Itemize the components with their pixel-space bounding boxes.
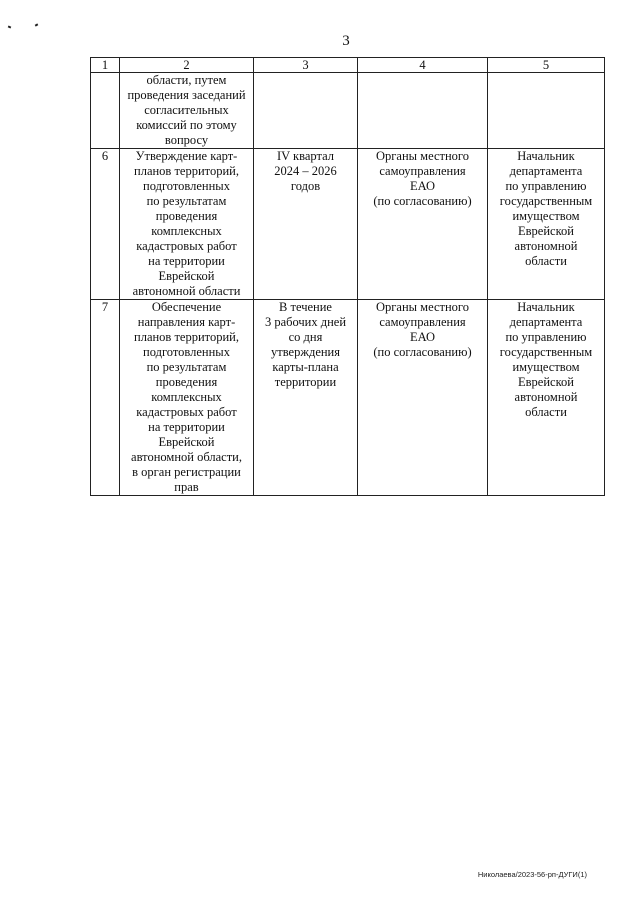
cell-line: комплексных [151, 390, 222, 404]
cell-line: Начальник [517, 300, 575, 314]
table-header-row [91, 58, 605, 73]
executor-cell [358, 300, 488, 496]
cell-line: департамента [509, 164, 583, 178]
header-cell: 2 [120, 58, 254, 73]
cell-line: направления карт- [137, 315, 236, 329]
event-cell [120, 73, 254, 149]
deadline-cell [254, 300, 358, 496]
cell-line: проведения [155, 375, 218, 389]
responsible-cell [488, 73, 605, 149]
cell-line: проведения заседаний [127, 88, 246, 102]
cell-line: автономной [514, 390, 578, 404]
cell-line: 3 рабочих дней [264, 315, 347, 329]
deadline-cell [254, 149, 358, 300]
cell-line: по результатам [146, 194, 227, 208]
event-cell [120, 149, 254, 300]
scan-speck [8, 25, 12, 28]
cell-line: Органы местного [376, 149, 469, 163]
responsible-cell [488, 149, 605, 300]
responsible-cell [488, 300, 605, 496]
cell-line: самоуправления [379, 164, 466, 178]
cell-line: утверждения [270, 345, 340, 359]
deadline-cell [254, 73, 358, 149]
header-cell: 3 [254, 58, 358, 73]
cell-line: государственным [499, 194, 593, 208]
cell-line: комплексных [151, 224, 222, 238]
cell-line: на территории [148, 420, 225, 434]
cell-line: вопросу [164, 133, 209, 147]
cell-line: автономной области, [131, 450, 242, 464]
cell-line: Еврейской [158, 269, 215, 283]
cell-line: согласительных [144, 103, 229, 117]
table-row [91, 300, 605, 496]
cell-line: в орган регистрации [132, 465, 241, 479]
cell-line: на территории [148, 254, 225, 268]
cell-line: со дня [288, 330, 323, 344]
table-row [91, 73, 605, 149]
cell-line: подготовленных [143, 179, 230, 193]
cell-line: планов территорий, [134, 330, 239, 344]
cell-line: Еврейской [518, 375, 574, 389]
cell-line: Утверждение карт- [135, 149, 238, 163]
cell-line: карты-плана [272, 360, 339, 374]
cell-line: прав [174, 480, 199, 494]
cell-line: Еврейской [158, 435, 215, 449]
cell-line: по результатам [146, 360, 227, 374]
header-cell: 5 [488, 58, 605, 73]
cell-line: имуществом [512, 209, 580, 223]
cell-line: департамента [509, 315, 583, 329]
cell-line: имуществом [512, 360, 580, 374]
document-reference-code: Николаева/2023-56-рп-ДУГИ(1) [477, 870, 587, 879]
cell-line: автономной [514, 239, 578, 253]
header-cell: 1 [91, 58, 120, 73]
cell-line: 2024 – 2026 [274, 164, 337, 178]
row-number-cell [91, 73, 120, 149]
cell-line: Еврейской [518, 224, 574, 238]
cell-line: планов территорий, [134, 164, 239, 178]
cell-line: Обеспечение [151, 300, 222, 314]
cell-line: области [525, 254, 567, 268]
cell-line: по управлению [505, 179, 587, 193]
cell-line: государственным [499, 345, 593, 359]
plan-table [90, 57, 605, 496]
table-row [91, 149, 605, 300]
cell-line: области, путем [146, 73, 227, 87]
executor-cell [358, 149, 488, 300]
cell-line: самоуправления [379, 315, 466, 329]
header-cell: 4 [358, 58, 488, 73]
cell-line: Начальник [517, 149, 575, 163]
cell-line: автономной области [132, 284, 241, 298]
row-number-cell: 6 [91, 149, 120, 300]
cell-line: проведения [155, 209, 218, 223]
cell-line: по управлению [505, 330, 587, 344]
cell-line: Органы местного [376, 300, 469, 314]
scan-speck [35, 23, 39, 26]
cell-line: области [525, 405, 567, 419]
cell-line: годов [290, 179, 321, 193]
cell-line: кадастровых работ [136, 405, 237, 419]
cell-line: комиссий по этому [136, 118, 237, 132]
cell-line: (по согласованию) [373, 345, 472, 359]
cell-line: (по согласованию) [373, 194, 472, 208]
page-number: 3 [342, 33, 350, 49]
executor-cell [358, 73, 488, 149]
cell-line: IV квартал [276, 149, 335, 163]
cell-line: подготовленных [143, 345, 230, 359]
cell-line: ЕАО [409, 330, 436, 344]
cell-line: территории [274, 375, 337, 389]
cell-line: ЕАО [409, 179, 436, 193]
row-number-cell: 7 [91, 300, 120, 496]
cell-line: кадастровых работ [136, 239, 237, 253]
event-cell [120, 300, 254, 496]
cell-line: В течение [279, 300, 332, 314]
